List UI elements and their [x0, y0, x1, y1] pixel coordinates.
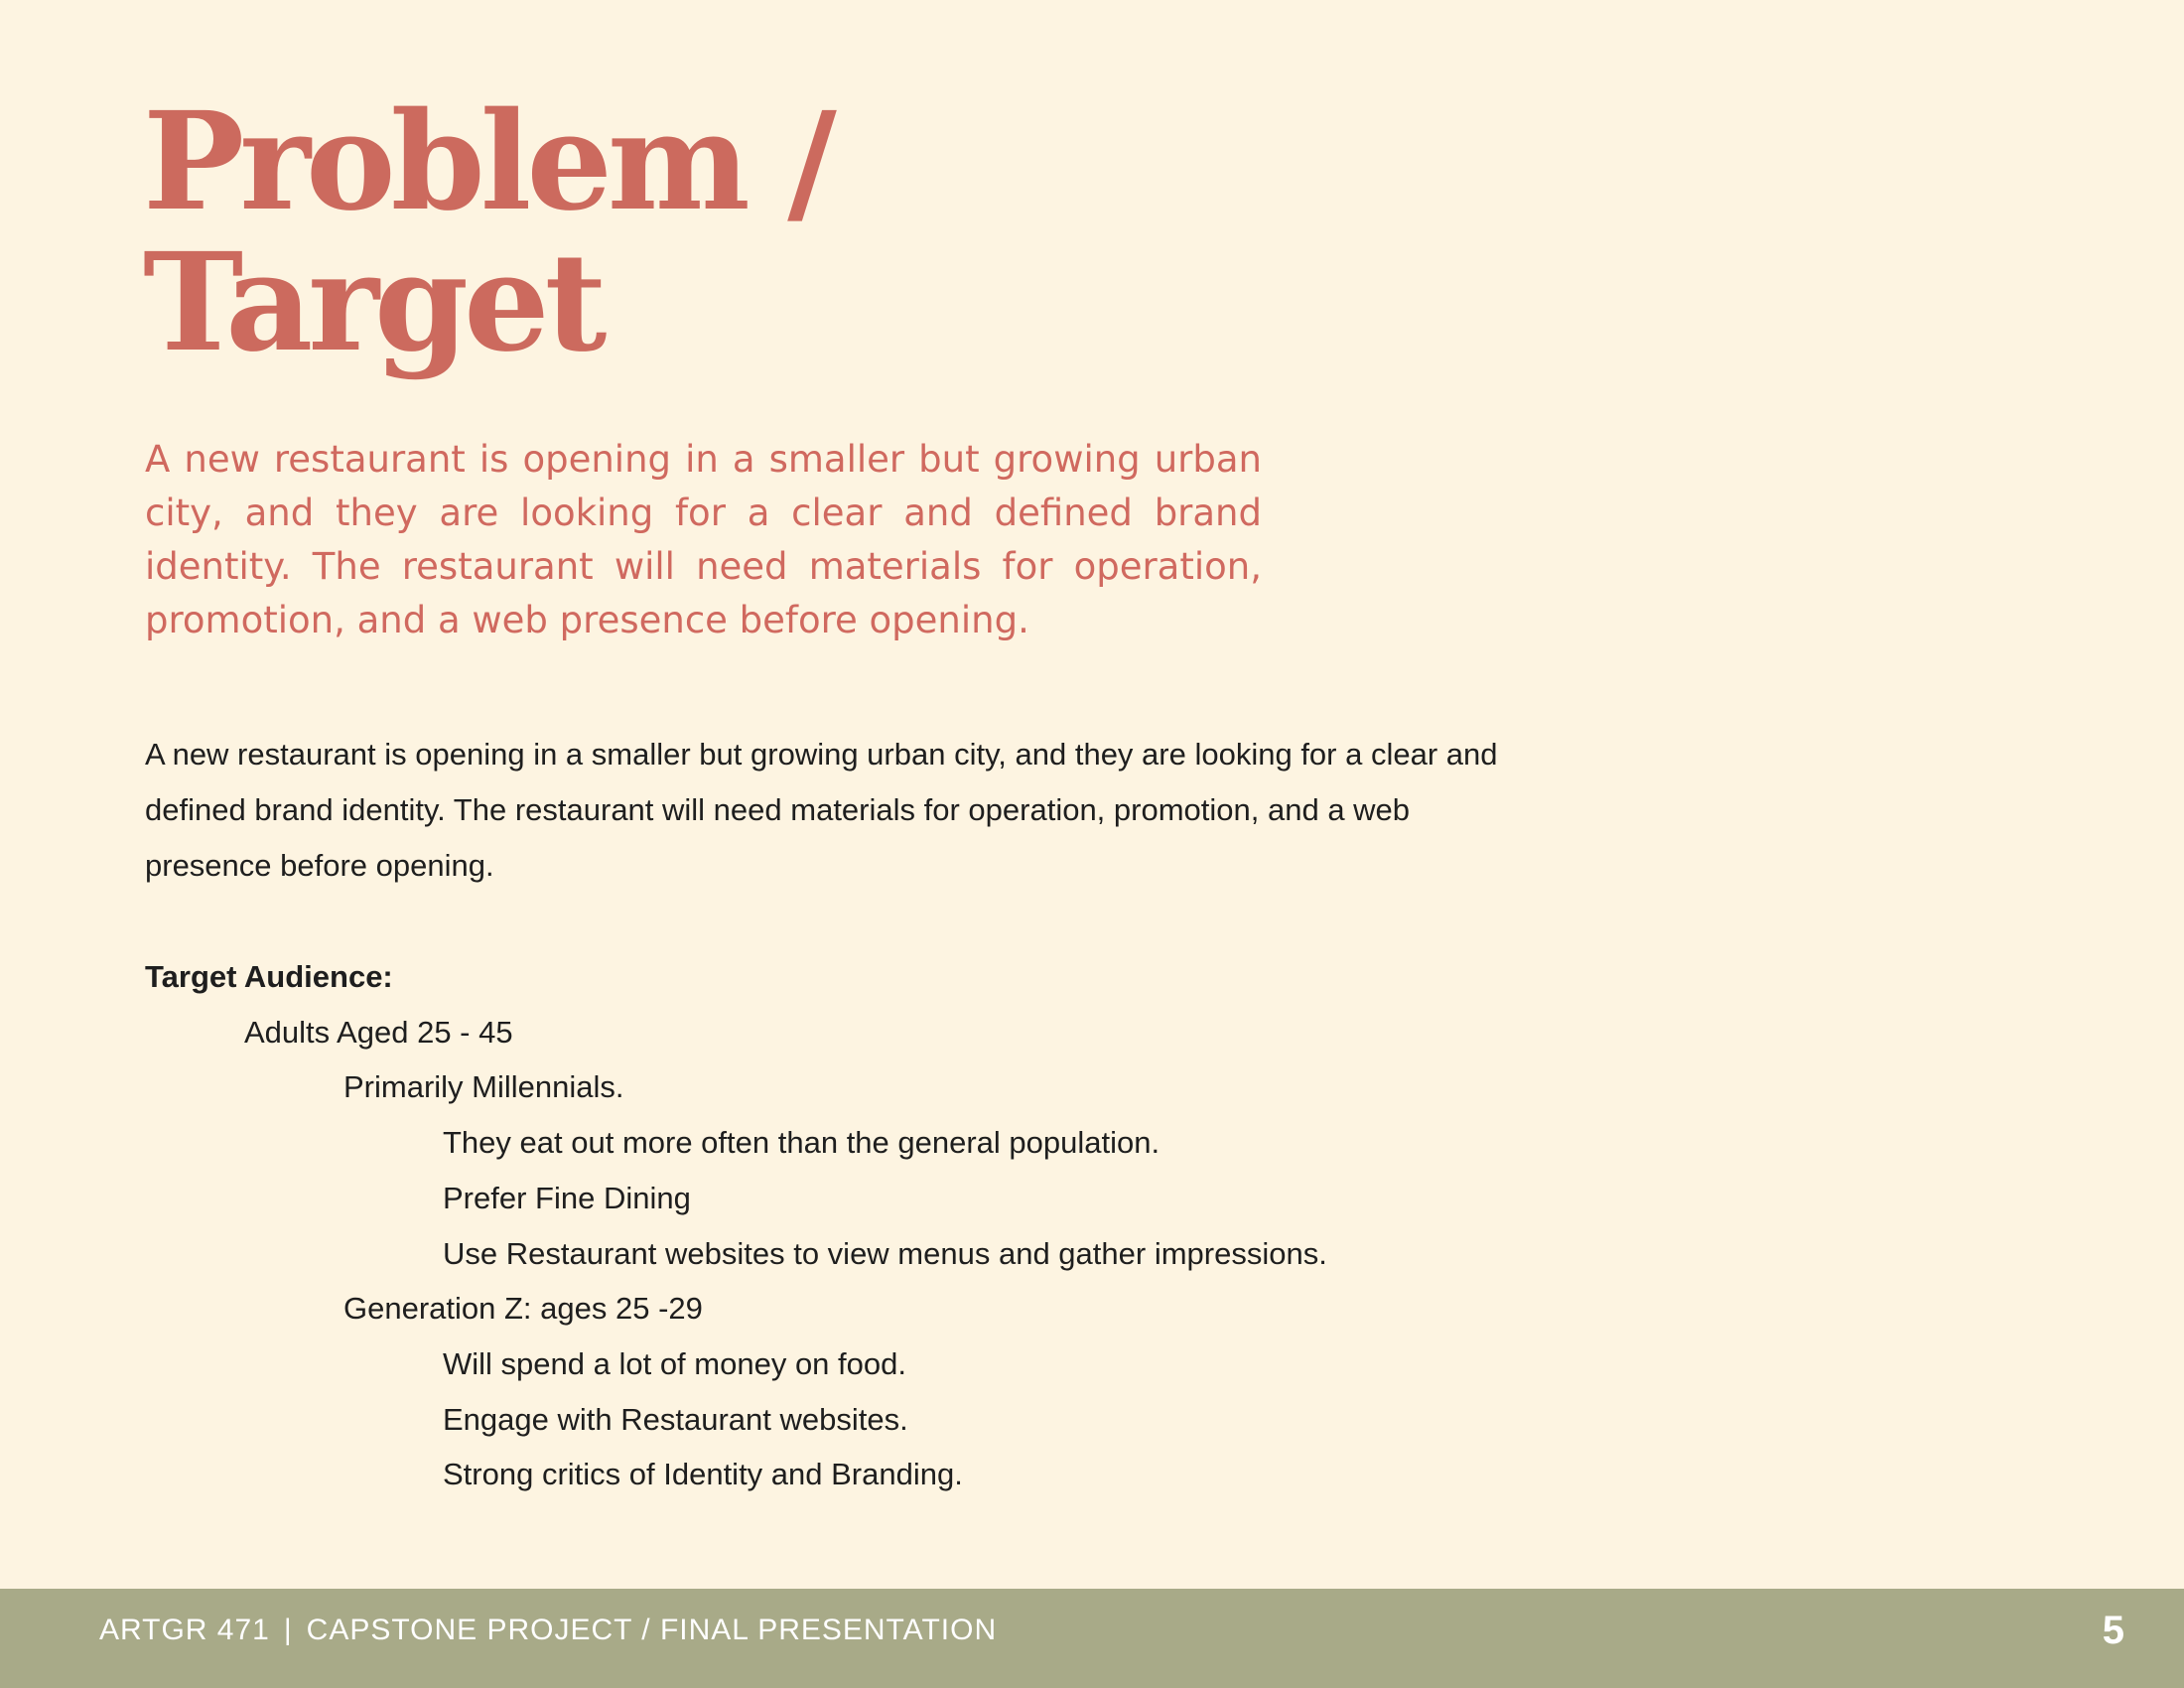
footer-bar: [0, 1589, 2184, 1688]
slide-title-line-2: Target: [143, 223, 603, 382]
audience-segment-millennials: Primarily Millennials.: [343, 1069, 624, 1105]
audience-group: Adults Aged 25 - 45: [244, 1014, 513, 1050]
page-number: 5: [2102, 1609, 2124, 1652]
audience-point: Will spend a lot of money on food.: [443, 1345, 906, 1381]
body-paragraph: A new restaurant is opening in a smaller but growing urban city, and they are looking for a clear and defined brand identity. The restaurant will need materials for operation, promotion, and a web presence before opening.: [145, 737, 1498, 883]
slide-title-line-1: Problem /: [143, 82, 832, 241]
audience-point: Strong critics of Identity and Branding.: [443, 1457, 963, 1492]
audience-point: They eat out more often than the general population.: [443, 1125, 1160, 1161]
lead-paragraph: A new restaurant is opening in a smaller but growing urban city, and they are looking for a clear and defined brand identity. The restaurant will need materials for operation, promotion, and a web presence before opening.: [145, 438, 1262, 641]
audience-point: Engage with Restaurant websites.: [443, 1401, 908, 1437]
footer-caption: [99, 1589, 997, 1672]
audience-segment-gen-z: Generation Z: ages 25 -29: [343, 1291, 703, 1327]
audience-point: Prefer Fine Dining: [443, 1180, 691, 1215]
project-title: CAPSTONE PROJECT / FINAL PRESENTATION: [306, 1614, 998, 1646]
slide-title: [143, 82, 1235, 382]
audience-point: Use Restaurant websites to view menus and gather impressions.: [443, 1235, 1327, 1271]
target-audience-heading: Target Audience:: [145, 959, 393, 994]
footer-separator: |: [283, 1614, 293, 1646]
target-audience-list: [145, 949, 1833, 1502]
course-code: ARTGR 471: [99, 1614, 270, 1646]
